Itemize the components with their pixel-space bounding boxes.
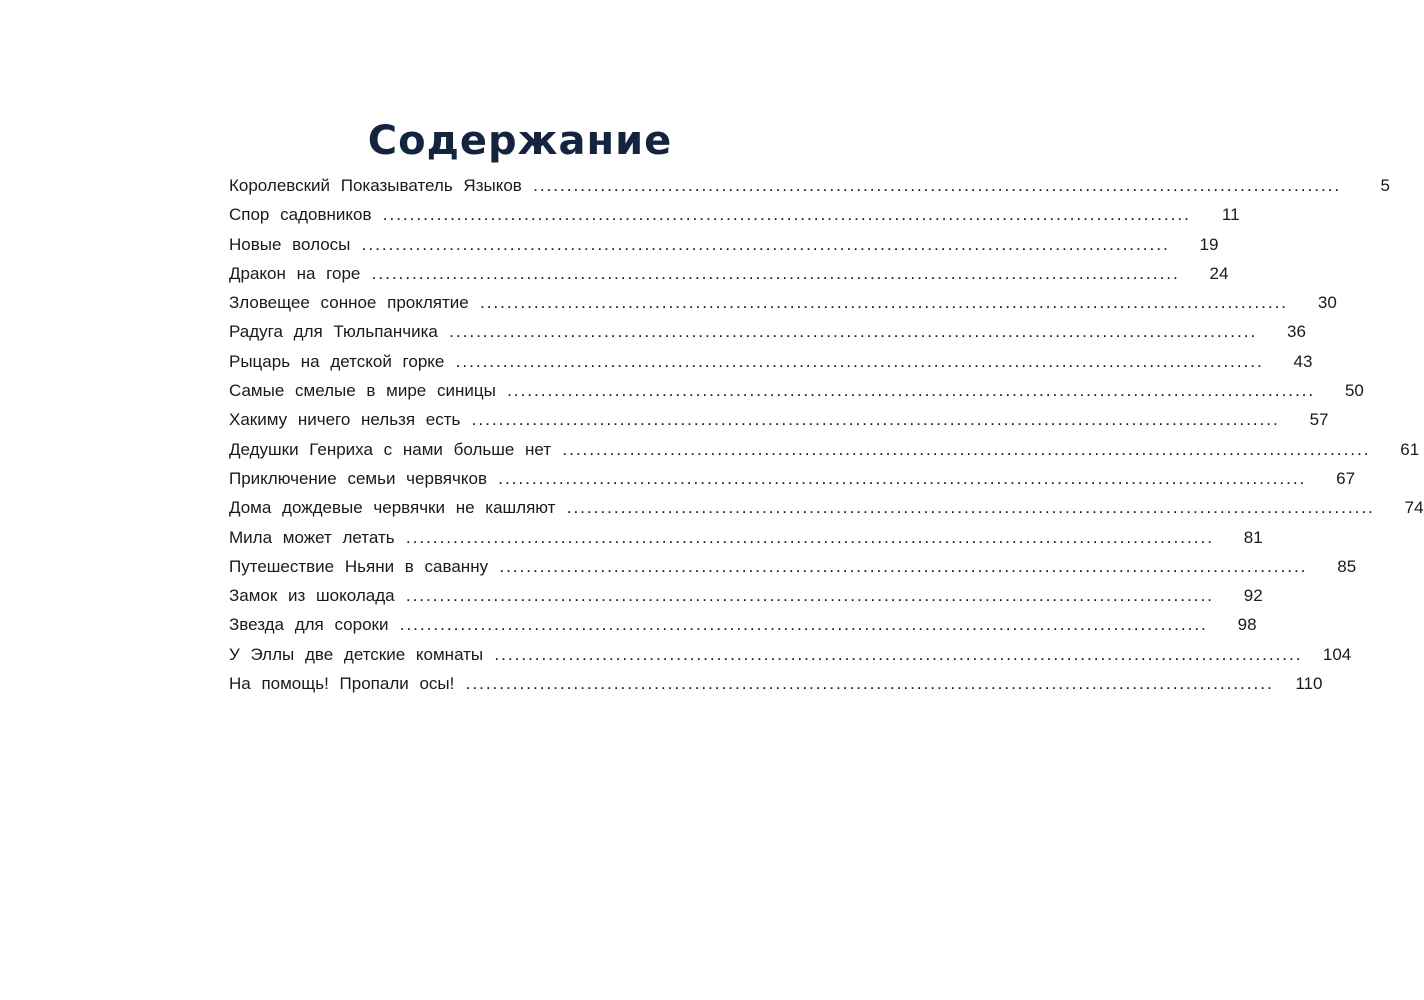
toc-entry-page-number: 30 [1317, 293, 1337, 313]
toc-entry [229, 347, 1313, 376]
toc-entry-title: Радуга для Тюльпанчика [229, 322, 438, 342]
toc-entry-page-number: 43 [1293, 351, 1313, 371]
toc-entry [229, 669, 1323, 698]
toc-entry-title: Зловещее сонное проклятие [229, 293, 469, 313]
toc-entry [229, 259, 1229, 288]
toc-entry-page-number: 98 [1237, 615, 1257, 635]
toc-entry-title: Мила может летать [229, 527, 395, 547]
toc-entry-title: Звезда для сороки [229, 615, 389, 635]
toc-entry-page-number: 57 [1309, 410, 1329, 430]
toc-entry-title: Новые волосы [229, 234, 351, 254]
toc-entry-title: Замок из шоколада [229, 586, 395, 606]
toc-dot-leader: ........................................................................................................................ [449, 326, 1258, 341]
toc-dot-leader: ........................................................................................................................ [567, 502, 1376, 517]
toc-entry-page-number: 74 [1404, 498, 1424, 518]
toc-entry-page-number: 110 [1295, 674, 1323, 694]
toc-entry [229, 317, 1306, 346]
toc-entry-title: На помощь! Пропали осы! [229, 674, 455, 694]
toc-entry-page-number: 85 [1337, 556, 1357, 576]
toc-dot-leader: ........................................................................................................................ [372, 267, 1181, 282]
toc-entry [229, 552, 1357, 581]
toc-dot-leader: ........................................................................................................................ [456, 355, 1265, 370]
toc-entry [229, 493, 1424, 522]
toc-entry-title: У Эллы две детские комнаты [229, 644, 484, 664]
toc-dot-leader: ........................................................................................................................ [533, 180, 1342, 194]
toc-entry [229, 376, 1364, 405]
toc-entry-page-number: 5 [1380, 176, 1390, 195]
toc-dot-leader: ........................................................................................................................ [406, 531, 1215, 546]
toc-dot-leader: ........................................................................................................................ [383, 209, 1192, 224]
toc-entry [229, 288, 1337, 317]
toc-entry [229, 200, 1240, 229]
toc-entry-title: Королевский Показыватель Языков [229, 176, 522, 195]
toc-dot-leader: ........................................................................................................................ [495, 648, 1304, 663]
toc-dot-leader: ........................................................................................................................ [466, 678, 1275, 693]
toc-entry [229, 640, 1352, 669]
toc-entry [229, 405, 1329, 434]
page-title: Содержание [367, 117, 673, 164]
toc-entry-title: Приключение семьи червячков [229, 468, 487, 488]
toc-entry-title: Хакиму ничего нельзя есть [229, 410, 461, 430]
toc-entry [229, 610, 1257, 639]
toc-entry-title: Путешествие Ньяни в саванну [229, 556, 489, 576]
toc-dot-leader: ........................................................................................................................ [498, 472, 1308, 487]
toc-entry-title: Дома дождевые червячки не кашляют [229, 498, 556, 518]
toc-entry [229, 171, 1390, 200]
toc-entry-title: Дедушки Генриха с нами больше нет [229, 439, 552, 459]
toc-dot-leader: ........................................................................................................................ [507, 385, 1316, 400]
toc-dot-leader: ........................................................................................................................ [362, 238, 1171, 253]
toc-entry [229, 435, 1420, 464]
toc-entry-page-number: 36 [1287, 322, 1306, 342]
toc-dot-leader: ........................................................................................................................ [500, 560, 1309, 575]
toc-entry [229, 523, 1263, 552]
toc-entry-page-number: 67 [1336, 468, 1356, 488]
toc-entry [229, 581, 1263, 610]
toc-dot-leader: ........................................................................................................................ [480, 297, 1289, 312]
toc-entry-title: Спор садовников [229, 205, 372, 225]
toc-entry [229, 230, 1219, 259]
toc-dot-leader: ........................................................................................................................ [472, 414, 1281, 429]
toc-entry-page-number: 61 [1400, 439, 1420, 459]
toc-entry-page-number: 92 [1243, 586, 1263, 606]
toc-entry-page-number: 104 [1322, 644, 1352, 664]
toc-entry-title: Самые смелые в мире синицы [229, 381, 496, 401]
toc-entry-page-number: 11 [1221, 205, 1240, 225]
toc-entry-title: Дракон на горе [229, 263, 361, 283]
toc-dot-leader: ........................................................................................................................ [406, 590, 1215, 605]
toc-entry [229, 464, 1356, 493]
toc-entry-page-number: 81 [1243, 527, 1263, 547]
toc-entry-page-number: 19 [1199, 234, 1219, 254]
toc-dot-leader: ........................................................................................................................ [400, 619, 1209, 634]
toc-entry-page-number: 24 [1209, 263, 1229, 283]
table-of-contents [229, 171, 1424, 698]
toc-dot-leader: ........................................................................................................................ [563, 443, 1372, 458]
toc-entry-title: Рыцарь на детской горке [229, 351, 445, 371]
toc-entry-page-number: 50 [1344, 381, 1364, 401]
